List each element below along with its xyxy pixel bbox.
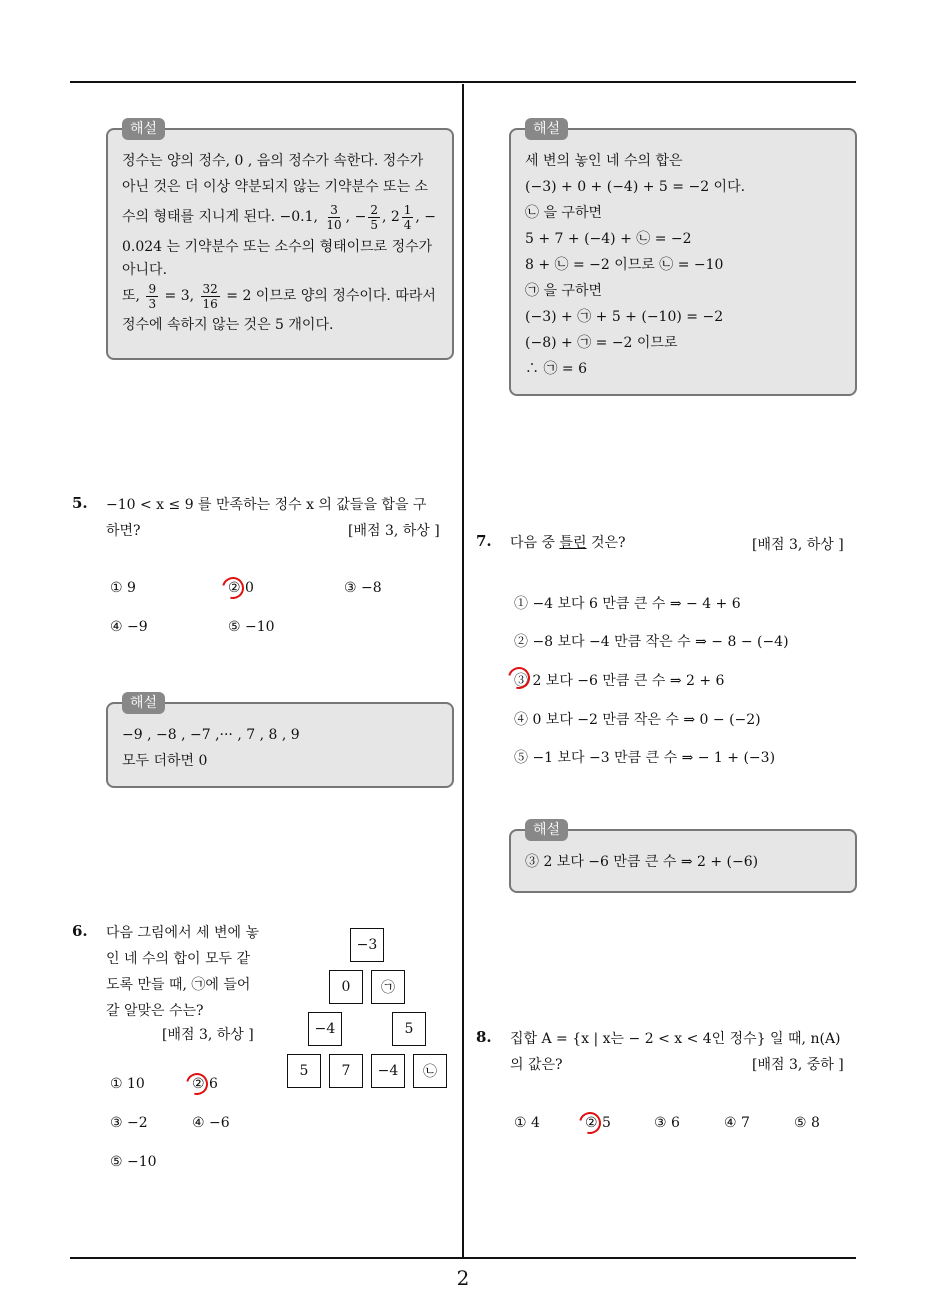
column-divider — [462, 84, 464, 1259]
answer-option[interactable]: ④ 0 보다 −2 만큼 작은 수 ⇒ 0 − (−2) — [514, 712, 761, 728]
question-number: 8. — [476, 1028, 492, 1046]
triangle-cell: 7 — [329, 1054, 363, 1088]
fraction-numerator: 1 — [403, 202, 412, 217]
explanation-line: 0.024 는 기약분수 또는 소수의 형태이므로 정수가 — [122, 239, 433, 255]
answer-option[interactable]: ⑤ −1 보다 −3 만큼 큰 수 ⇒ − 1 + (−3) — [514, 750, 776, 766]
top-rule — [70, 81, 856, 83]
triangle-cell: 5 — [392, 1012, 426, 1046]
answer-option[interactable]: ② 5 — [585, 1115, 611, 1131]
answer-option[interactable]: ① 10 — [110, 1076, 145, 1092]
explanation-line: ㉠ 을 구하면 — [525, 283, 602, 299]
answer-option[interactable]: ③ −2 — [110, 1115, 148, 1131]
selected-answer-mark — [218, 573, 248, 603]
question-line: −10 < x ≤ 9 를 만족하는 정수 x 의 값들을 합을 구 — [106, 497, 427, 513]
explanation-line: 정수는 양의 정수, 0 , 음의 정수가 속한다. 정수가 — [122, 153, 424, 169]
fraction — [402, 203, 414, 232]
score-label: [배점 3, 하상 ] — [348, 523, 440, 539]
question-line: 인 네 수의 합이 모두 같 — [106, 951, 250, 967]
question-emphasis: 틀린 — [559, 535, 587, 551]
fraction-denominator: 4 — [403, 217, 412, 232]
fraction — [146, 282, 158, 311]
triangle-cell: 0 — [329, 970, 363, 1004]
question-line: 도록 만들 때, ㉠에 들어 — [106, 977, 251, 993]
explanation-box-q5 — [106, 695, 454, 788]
selected-answer-mark — [182, 1069, 212, 1099]
explanation-tag: 해설 — [122, 692, 165, 714]
triangle-cell-unknown-a: ㉠ — [371, 970, 405, 1004]
explanation-box-q4 — [106, 121, 454, 360]
fraction-numerator: 2 — [370, 202, 378, 217]
answer-option[interactable]: ② 0 — [228, 580, 254, 596]
question-text-part: 다음 중 — [510, 535, 560, 551]
explanation-text: , 2 — [381, 209, 400, 225]
answer-option[interactable]: ① 9 — [110, 580, 136, 596]
explanation-tag: 해설 — [525, 819, 568, 841]
question-line: 집합 A = {x | x는 − 2 < x < 4인 정수} 일 때, n(A) — [510, 1031, 841, 1047]
explanation-text: = 2 이므로 양의 정수이다. 따라서 — [221, 288, 436, 304]
explanation-line: 세 변의 놓인 네 수의 합은 — [525, 153, 683, 169]
explanation-line-fractions — [122, 280, 438, 312]
question-text-part: 것은? — [586, 535, 626, 551]
fraction-numerator: 3 — [330, 202, 338, 217]
explanation-tag: 해설 — [525, 118, 568, 140]
question-line: 하면? — [106, 523, 141, 539]
explanation-box-q7 — [509, 822, 857, 893]
fraction-numerator: 32 — [202, 281, 218, 296]
triangle-cell: −4 — [371, 1054, 405, 1088]
answer-option[interactable]: ④ 7 — [724, 1115, 750, 1131]
explanation-text: , − — [345, 209, 367, 225]
explanation-line: (−8) + ㉠ = −2 이므로 — [525, 335, 678, 351]
explanation-tag: 해설 — [122, 118, 165, 140]
explanation-text: 또, — [122, 288, 140, 304]
explanation-line: ㉡ 을 구하면 — [525, 205, 602, 221]
explanation-line: (−3) + ㉠ + 5 + (−10) = −2 — [525, 309, 724, 325]
answer-option[interactable]: ④ −9 — [110, 619, 148, 635]
answer-option[interactable]: ⑤ −10 — [228, 619, 275, 635]
score-label: [배점 3, 중하 ] — [752, 1057, 844, 1073]
answer-option[interactable]: ③ −8 — [344, 580, 382, 596]
explanation-line: ∴ ㉠ = 6 — [525, 361, 587, 377]
fraction-denominator: 3 — [148, 296, 157, 311]
explanation-line: 8 + ㉡ = −2 이므로 ㉡ = −10 — [525, 257, 724, 273]
bottom-rule — [70, 1257, 856, 1259]
explanation-line: 정수에 속하지 않는 것은 5 개이다. — [122, 317, 334, 333]
fraction — [324, 203, 343, 232]
answer-option[interactable]: ④ −6 — [192, 1115, 230, 1131]
explanation-line: ③ 2 보다 −6 만큼 큰 수 ⇒ 2 + (−6) — [525, 854, 759, 870]
fraction-denominator: 5 — [370, 217, 378, 232]
question-line: 의 값은? — [510, 1057, 563, 1073]
answer-option[interactable]: ⑤ 8 — [794, 1115, 820, 1131]
question-number: 6. — [72, 922, 88, 940]
explanation-text: = 3, — [160, 288, 195, 304]
fraction — [201, 282, 220, 311]
explanation-line: 모두 더하면 0 — [122, 753, 208, 769]
question-number: 5. — [72, 494, 88, 512]
answer-option[interactable]: ② 6 — [192, 1076, 218, 1092]
score-label: [배점 3, 하상 ] — [752, 537, 844, 553]
explanation-box-triangle — [509, 121, 857, 396]
question-text — [510, 530, 626, 556]
fraction-denominator: 16 — [202, 296, 218, 311]
fraction — [368, 203, 380, 232]
triangle-cell: −3 — [350, 928, 384, 962]
answer-option[interactable]: ① 4 — [514, 1115, 540, 1131]
score-label: [배점 3, 하상 ] — [162, 1027, 254, 1043]
explanation-line: 아니다. — [122, 262, 168, 278]
question-number: 7. — [476, 532, 492, 550]
question-line: 갈 알맞은 수는? — [106, 1003, 204, 1019]
fraction-denominator: 10 — [326, 217, 342, 232]
question-text — [106, 920, 286, 1024]
question-line: 다음 그림에서 세 변에 놓 — [106, 925, 260, 941]
page-number: 2 — [456, 1266, 470, 1290]
answer-option[interactable]: ① −4 보다 6 만큼 큰 수 ⇒ − 4 + 6 — [514, 596, 741, 612]
explanation-line-fractions — [122, 200, 438, 234]
answer-option[interactable]: ⑤ −10 — [110, 1154, 157, 1170]
explanation-text: , − — [415, 209, 437, 225]
triangle-cell-unknown-b: ㉡ — [413, 1054, 447, 1088]
explanation-line: 5 + 7 + (−4) + ㉡ = −2 — [525, 231, 692, 247]
answer-option[interactable]: ② −8 보다 −4 만큼 작은 수 ⇒ − 8 − (−4) — [514, 634, 789, 650]
fraction-numerator: 9 — [148, 281, 157, 296]
explanation-line: −9 , −8 , −7 ,··· , 7 , 8 , 9 — [122, 727, 300, 743]
explanation-line: 아닌 것은 더 이상 약분되지 않는 기약분수 또는 소 — [122, 179, 429, 195]
selected-answer-mark — [575, 1108, 605, 1138]
triangle-cell: 5 — [287, 1054, 321, 1088]
explanation-text: 수의 형태를 지니게 된다. −0.1, — [122, 209, 318, 225]
triangle-cell: −4 — [308, 1012, 342, 1046]
answer-option[interactable]: ③ 2 보다 −6 만큼 큰 수 ⇒ 2 + 6 — [514, 673, 725, 689]
explanation-line: (−3) + 0 + (−4) + 5 = −2 이다. — [525, 179, 746, 195]
answer-option[interactable]: ③ 6 — [654, 1115, 680, 1131]
